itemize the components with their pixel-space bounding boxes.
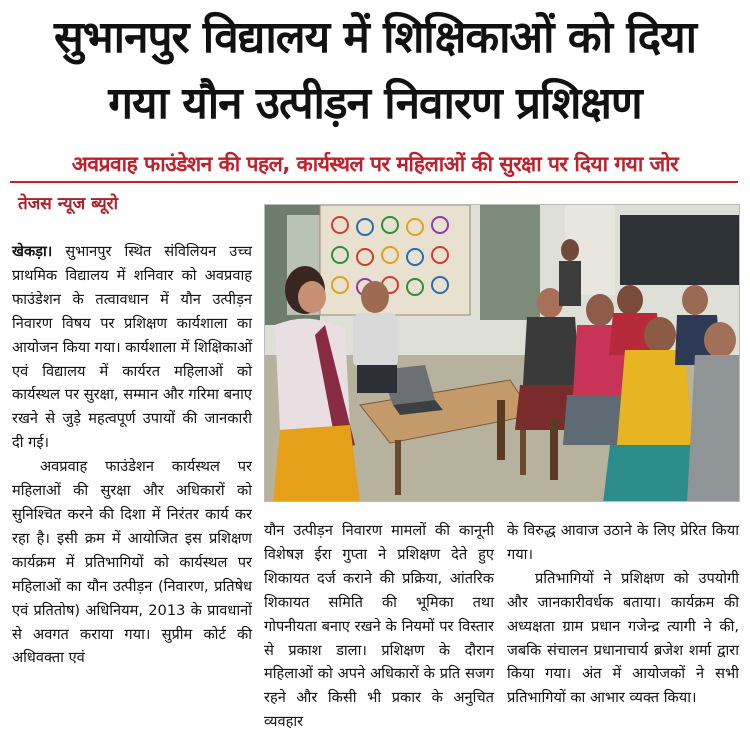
training-session-photo: [265, 205, 740, 502]
headline-line-2: गया यौन उत्पीड़न निवारण प्रशिक्षण: [108, 78, 642, 129]
dateline: खेकड़ा।: [12, 243, 53, 260]
article-paragraph-4: के विरुद्ध आवाज उठाने के लिए प्रेरित किया गया।: [507, 522, 739, 563]
subheadline: अवप्रवाह फाउंडेशन की पहल, कार्यस्थल पर महिलाओं की सुरक्षा पर दिया गया जोर: [71, 152, 679, 176]
article-paragraph-3: यौन उत्पीड़न निवारण मामलों की कानूनी विशेषज्ञ ईरा गुप्ता ने प्रशिक्षण देते हुए शिकायत दर्ज कराने की प्रक्रिया, आंतरिक शिकायत समिति की भूमिका तथा गोपनीयता बनाए रखने के नियमों पर विस्तार से प्रकाश डाला। प्रशिक्षण के दौरान महिलाओं को अपने अधिकारों के प्रति सजग रहने और किसी भी प्रकार के अनुचित व्यवहार: [264, 522, 494, 731]
subheadline-rule: [10, 181, 738, 183]
article-column-2: [264, 519, 494, 734]
paragraph-1-text: सुभानपुर स्थित संविलियन उच्च प्राथमिक विद्यालय में शनिवार को अवप्रवाह फाउंडेशन के तत्वावधान में यौन उत्पीड़न निवारण विषय पर प्रशिक्षण कार्यशाला का आयोजन किया गया। कार्यशाला में शिक्षिकाओं एवं विद्यालय में कार्यरत महिलाओं को कार्यस्थल पर सुरक्षा, सम्मान और गरिमा बनाए रखने से जुड़े महत्वपूर्ण उपायों की जानकारी दी गई।: [12, 243, 252, 452]
headline-line-1: सुभानपुर विद्यालय में शिक्षिकाओं को दिया: [54, 12, 696, 63]
article-paragraph-1: [12, 240, 252, 455]
byline: तेजस न्यूज ब्यूरो: [18, 194, 119, 214]
article-paragraph-5: प्रतिभागियों ने प्रशिक्षण को उपयोगी और जानकारीवर्धक बताया। कार्यक्रम की अध्यक्षता ग्राम प्रधान गजेन्द्र त्यागी ने की, जबकि संचालन प्रधानाचार्य ब्रजेश शर्मा द्वारा किया गया। अंत में आयोजकों ने सभी प्रतिभागियों का आभार व्यक्त किया।: [507, 569, 739, 707]
article-column-1: [12, 240, 252, 670]
article-column-3: [507, 519, 739, 710]
article-photo: [264, 204, 740, 502]
article-paragraph-2: अवप्रवाह फाउंडेशन कार्यस्थल पर महिलाओं की सुरक्षा और अधिकारों को सुनिश्चित करने की दिशा में निरंतर कार्य कर रहा है। इसी क्रम में आयोजित इस प्रशिक्षण कार्यक्रम में प्रतिभागियों को कार्यस्थल पर महिलाओं का यौन उत्पीड़न (निवारण, प्रतिषेध एवं प्रतितोष) अधिनियम, 2013 के प्रावधानों से अवगत कराया गया। सुप्रीम कोर्ट की अधिवक्ता एवं: [12, 458, 252, 667]
